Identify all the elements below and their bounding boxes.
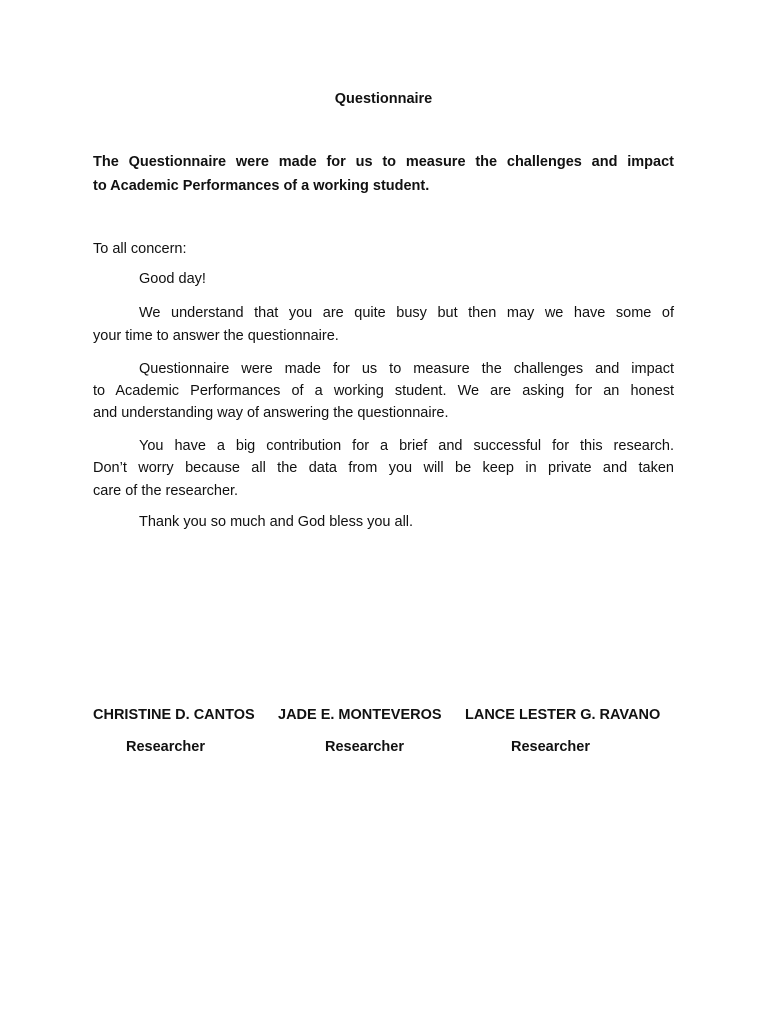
- intro-line: The Questionnaire were made for us to measure the challenges and impact: [93, 154, 674, 170]
- signatory-role: Researcher: [126, 739, 205, 755]
- signatory-role: Researcher: [325, 739, 404, 755]
- signatory-name: JADE E. MONTEVEROS: [278, 707, 442, 723]
- paragraph-line: Don’t worry because all the data from you will be keep in private and taken: [93, 460, 674, 476]
- salutation: To all concern:: [93, 241, 187, 257]
- signatory-name: LANCE LESTER G. RAVANO: [465, 707, 661, 723]
- paragraph-line: You have a big contribution for a brief and successful for this research.: [139, 438, 674, 454]
- signatory-name: CHRISTINE D. CANTOS: [93, 707, 255, 723]
- document-title: Questionnaire: [334, 91, 433, 107]
- paragraph-line: care of the researcher.: [93, 483, 239, 499]
- paragraph-line: and understanding way of answering the questionnaire.: [93, 405, 449, 421]
- signatory-role: Researcher: [511, 739, 590, 755]
- paragraph-line: Questionnaire were made for us to measure the challenges and impact: [139, 361, 674, 377]
- intro-line: to Academic Performances of a working student.: [93, 178, 430, 194]
- paragraph-line: We understand that you are quite busy but then may we have some of: [139, 305, 674, 321]
- closing: Thank you so much and God bless you all.: [139, 514, 414, 530]
- greeting: Good day!: [139, 271, 206, 287]
- paragraph-line: your time to answer the questionnaire.: [93, 328, 339, 344]
- paragraph-line: to Academic Performances of a working student. We are asking for an honest: [93, 383, 674, 399]
